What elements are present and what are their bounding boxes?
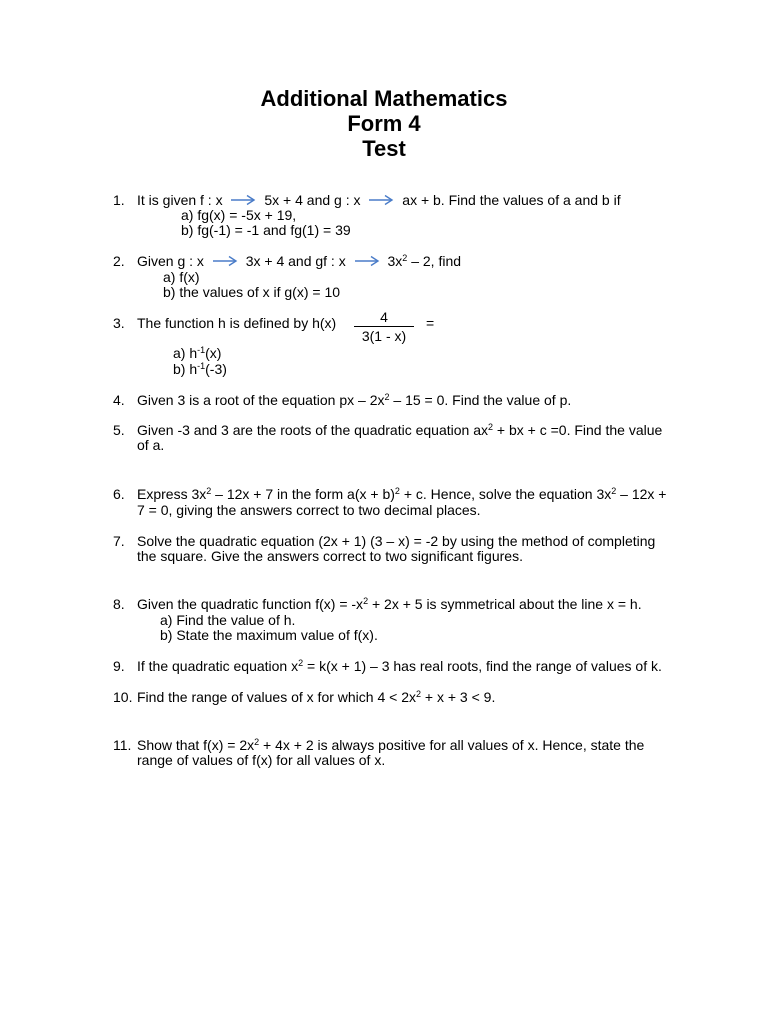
question-7-number: 7. bbox=[113, 533, 125, 549]
q5-exponent: 2 bbox=[488, 422, 494, 432]
q2-part1: Given g : x bbox=[137, 253, 204, 269]
question-1b: b) fg(-1) = -1 and fg(1) = 39 bbox=[181, 222, 351, 238]
fraction-bar bbox=[354, 326, 414, 327]
q1-part3: ax + b. Find the values of a and b if bbox=[402, 192, 621, 208]
q2-exponent: 2 bbox=[402, 253, 408, 263]
question-1-text bbox=[137, 192, 621, 208]
question-3b bbox=[173, 361, 227, 377]
fraction-denominator: 3(1 - x) bbox=[361, 328, 407, 344]
maps-to-arrow-icon bbox=[368, 194, 394, 206]
question-9-text bbox=[137, 658, 662, 674]
page-subtitle-form: Form 4 bbox=[347, 111, 421, 136]
q6-part2: – 12x + 7 in the form a(x + b) bbox=[211, 486, 395, 502]
question-8-number: 8. bbox=[113, 596, 125, 612]
q4-part1: Given 3 is a root of the equation px – 2x bbox=[137, 392, 385, 408]
maps-to-arrow-icon bbox=[354, 255, 380, 267]
question-2-number: 2. bbox=[113, 253, 125, 269]
question-11-text bbox=[137, 737, 644, 753]
q11-part1: Show that f(x) = 2x bbox=[137, 737, 255, 753]
q3b-argument: (-3) bbox=[205, 361, 227, 377]
question-11-text-line2: range of values of f(x) for all values of x. bbox=[137, 752, 386, 768]
question-6-text bbox=[137, 486, 666, 502]
q10-part1: Find the range of values of x for which 4 < 2x bbox=[137, 689, 416, 705]
question-2-text bbox=[137, 253, 461, 269]
question-10-text bbox=[137, 689, 495, 705]
page-title: Additional Mathematics bbox=[260, 86, 508, 111]
question-4-number: 4. bbox=[113, 392, 125, 408]
fraction-numerator: 4 bbox=[380, 309, 388, 325]
q9-part2: = k(x + 1) – 3 has real roots, find the range of values of k. bbox=[303, 658, 662, 674]
q5-part1: Given -3 and 3 are the roots of the quadratic equation ax bbox=[137, 422, 489, 438]
question-3-equals: = bbox=[426, 315, 435, 331]
question-7-text-line2: the square. Give the answers correct to two significant figures. bbox=[137, 548, 523, 564]
q6-exponent-2: 2 bbox=[394, 486, 400, 496]
question-7-text: Solve the quadratic equation (2x + 1) (3 – x) = -2 by using the method of completing bbox=[137, 533, 656, 549]
question-3-text: The function h is defined by h(x) bbox=[137, 315, 337, 331]
question-9-number: 9. bbox=[113, 658, 125, 674]
question-5-text bbox=[137, 422, 662, 438]
q6-exponent-3: 2 bbox=[611, 486, 617, 496]
q10-part2: + x + 3 < 9. bbox=[421, 689, 496, 705]
q2-part3: 3x bbox=[387, 253, 403, 269]
q11-part2: + 4x + 2 is always positive for all values of x. Hence, state the bbox=[259, 737, 645, 753]
q6-part1: Express 3x bbox=[137, 486, 207, 502]
question-4-text bbox=[137, 392, 571, 408]
q2-part2: 3x + 4 and gf : x bbox=[245, 253, 346, 269]
q6-part4: – 12x + bbox=[616, 486, 667, 502]
question-3a bbox=[173, 345, 221, 361]
question-8a: a) Find the value of h. bbox=[160, 612, 296, 628]
q1-part1: It is given f : x bbox=[137, 192, 223, 208]
q6-part3: + c. Hence, solve the equation 3x bbox=[399, 486, 612, 502]
q3a-prefix: a) h bbox=[173, 345, 198, 361]
q11-exponent: 2 bbox=[254, 737, 260, 747]
q8-part2: + 2x + 5 is symmetrical about the line x = h. bbox=[368, 596, 642, 612]
question-5-number: 5. bbox=[113, 422, 125, 438]
q9-exponent: 2 bbox=[298, 658, 304, 668]
q8-exponent: 2 bbox=[363, 596, 369, 606]
question-5-text-line2: of a. bbox=[137, 437, 165, 453]
question-2a: a) f(x) bbox=[163, 269, 200, 285]
q10-exponent: 2 bbox=[416, 689, 422, 699]
page-subtitle-test: Test bbox=[362, 136, 406, 161]
question-1-number: 1. bbox=[113, 192, 125, 208]
question-2b: b) the values of x if g(x) = 10 bbox=[163, 284, 341, 300]
q4-exponent: 2 bbox=[384, 392, 390, 402]
q6-exponent-1: 2 bbox=[206, 486, 212, 496]
q5-part2: + bx + c =0. Find the value bbox=[493, 422, 663, 438]
question-1a: a) fg(x) = -5x + 19, bbox=[181, 207, 297, 223]
q3a-inverse-exponent: -1 bbox=[197, 345, 206, 355]
question-8b: b) State the maximum value of f(x). bbox=[160, 627, 378, 643]
q9-part1: If the quadratic equation x bbox=[137, 658, 299, 674]
question-3-number: 3. bbox=[113, 315, 125, 331]
question-10-number: 10. bbox=[113, 689, 133, 705]
q1-part2: 5x + 4 and g : x bbox=[264, 192, 361, 208]
q3a-argument: (x) bbox=[205, 345, 222, 361]
maps-to-arrow-icon bbox=[230, 194, 256, 206]
q4-part2: – 15 = 0. Find the value of p. bbox=[389, 392, 572, 408]
question-11-number: 11. bbox=[113, 737, 132, 753]
q3b-inverse-exponent: -1 bbox=[197, 361, 206, 371]
q8-part1: Given the quadratic function f(x) = -x bbox=[137, 596, 364, 612]
maps-to-arrow-icon bbox=[212, 255, 238, 267]
question-6-number: 6. bbox=[113, 486, 125, 502]
q3b-prefix: b) h bbox=[173, 361, 198, 377]
question-6-text-line2: 7 = 0, giving the answers correct to two decimal places. bbox=[137, 502, 481, 518]
q2-part4: – 2, find bbox=[407, 253, 462, 269]
question-8-text bbox=[137, 596, 642, 612]
